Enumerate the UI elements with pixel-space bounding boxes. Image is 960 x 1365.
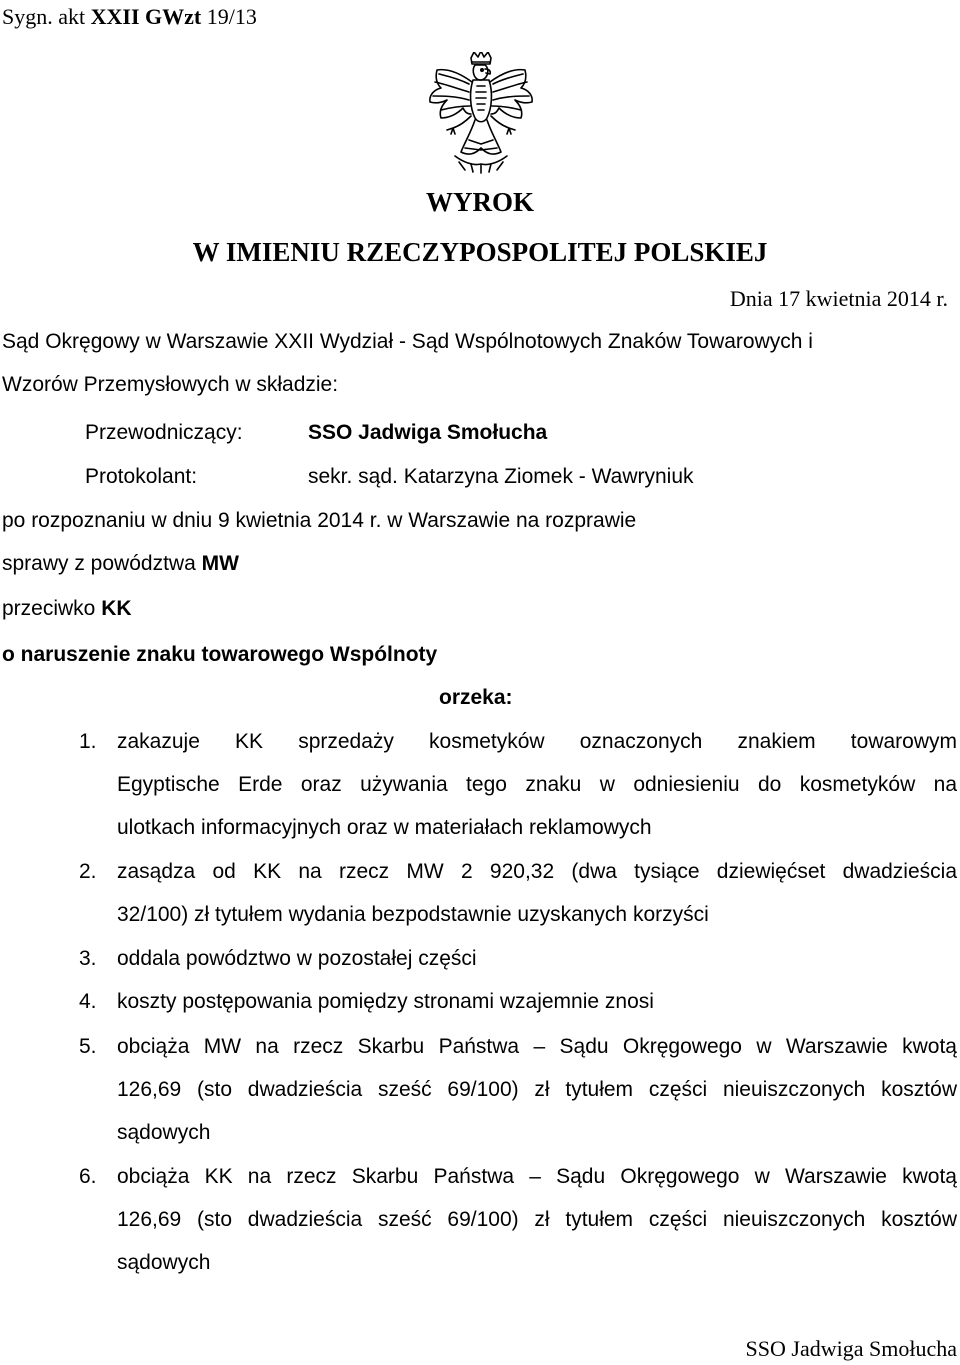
- ruling-item-number: 3.: [79, 947, 97, 970]
- ruling-item-line: 32/100) zł tytułem wydania bezpodstawnie uzyskanych korzyści: [117, 903, 709, 926]
- defendant-name: KK: [101, 597, 132, 620]
- ruling-item-line: koszty postępowania pomiędzy stronami wzajemnie znosi: [117, 990, 654, 1013]
- claim-prefix: sprawy z powództwa: [2, 552, 202, 575]
- judgment-date: Dnia 17 kwietnia 2014 r.: [729, 286, 948, 311]
- ruling-item-line: 126,69 (sto dwadzieścia sześć 69/100) zł tytułem części nieuiszczonych kosztów: [117, 1078, 957, 1101]
- document-subtitle: W IMIENIU RZECZYPOSPOLITEJ POLSKIEJ: [192, 237, 768, 267]
- ruling-item-line: sądowych: [117, 1121, 211, 1144]
- case-reference-division: XXII GWzt: [90, 4, 202, 29]
- polish-eagle-emblem-icon: [425, 52, 537, 174]
- ruling-item-number: 1.: [79, 730, 97, 753]
- ruling-item-number: 5.: [79, 1035, 97, 1058]
- ruling-item-line: Egyptische Erde oraz używania tego znaku w odniesieniu do kosmetyków na: [117, 773, 957, 796]
- ruling-item-line: ulotkach informacyjnych oraz w materiałach reklamowych: [117, 816, 652, 839]
- ruling-item-line: oddala powództwo w pozostałej części: [117, 947, 477, 970]
- examination-line: po rozpoznaniu w dniu 9 kwietnia 2014 r. w Warszawie na rozprawie: [2, 509, 637, 532]
- ruling-item-line: zakazuje KK sprzedaży kosmetyków oznaczonych znakiem towarowym: [117, 730, 957, 753]
- ruling-item-number: 6.: [79, 1165, 97, 1188]
- judge-signature: SSO Jadwiga Smołucha: [745, 1336, 957, 1361]
- rules-heading: orzeka:: [439, 686, 513, 709]
- case-reference-number: 19/13: [201, 4, 257, 29]
- against-line: [2, 594, 132, 624]
- case-subject: o naruszenie znaku towarowego Wspólnoty: [2, 643, 438, 666]
- ruling-item-line: sądowych: [117, 1251, 211, 1274]
- document-title: WYROK: [426, 187, 534, 217]
- ruling-item-line: obciąża MW na rzecz Skarbu Państwa – Sądu Okręgowego w Warszawie kwotą: [117, 1035, 957, 1058]
- clerk-label: Protokolant:: [85, 465, 198, 488]
- court-name-line-1: Sąd Okręgowy w Warszawie XXII Wydział - Sąd Wspólnotowych Znaków Towarowych i: [2, 330, 813, 353]
- case-reference: [2, 0, 257, 34]
- chair-name: SSO Jadwiga Smołucha: [308, 421, 548, 444]
- against-prefix: przeciwko: [2, 597, 102, 620]
- chair-label: Przewodniczący:: [85, 421, 243, 444]
- case-reference-prefix: Sygn. akt: [2, 4, 91, 29]
- ruling-item-line: 126,69 (sto dwadzieścia sześć 69/100) zł tytułem części nieuiszczonych kosztów: [117, 1208, 957, 1231]
- claim-line: [2, 549, 239, 579]
- ruling-item-number: 2.: [79, 860, 97, 883]
- ruling-item-line: zasądza od KK na rzecz MW 2 920,32 (dwa tysiące dziewięćset dwadzieścia: [117, 860, 957, 883]
- court-name-line-2: Wzorów Przemysłowych w składzie:: [2, 373, 339, 396]
- ruling-item-line: obciąża KK na rzecz Skarbu Państwa – Sądu Okręgowego w Warszawie kwotą: [117, 1165, 957, 1188]
- claimant-name: MW: [201, 552, 239, 575]
- ruling-item-number: 4.: [79, 990, 97, 1013]
- clerk-name: sekr. sąd. Katarzyna Ziomek - Wawryniuk: [308, 465, 694, 488]
